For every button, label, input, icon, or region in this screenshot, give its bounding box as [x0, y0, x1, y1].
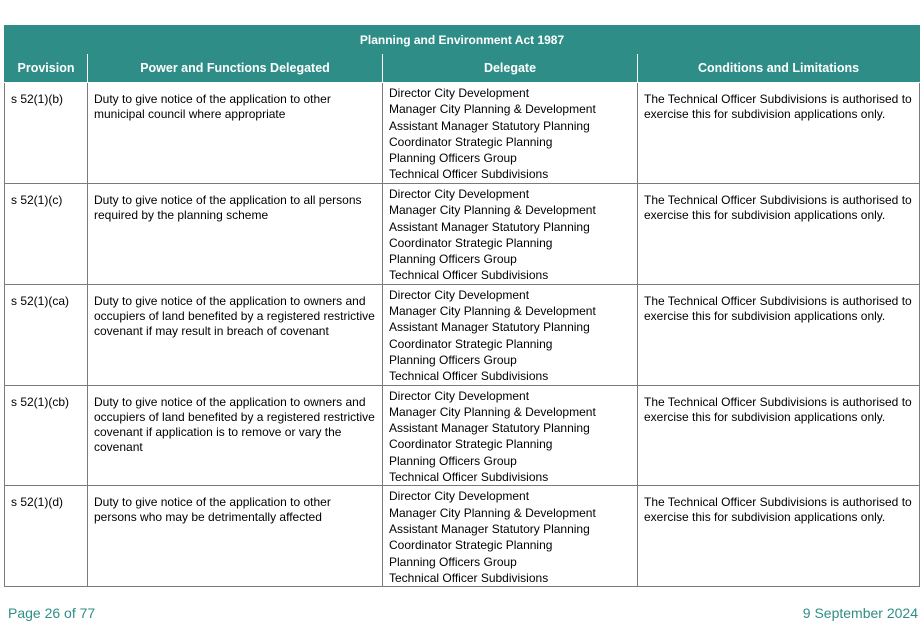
provision-cell: [5, 486, 88, 587]
delegate-list: [383, 486, 637, 586]
provision-text: s 52(1)(ca): [11, 293, 70, 308]
table-row: [5, 83, 920, 184]
table-title-row: [5, 26, 920, 54]
conditions-cell: [638, 385, 920, 486]
conditions-cell: [638, 284, 920, 385]
delegate-item: Manager City Planning & Development: [389, 505, 596, 520]
delegate-item: Coordinator Strategic Planning: [389, 235, 553, 250]
delegate-list: [383, 184, 637, 284]
provision-cell: [5, 284, 88, 385]
delegate-list: [383, 83, 637, 183]
power-cell: [88, 83, 383, 184]
delegate-item: Coordinator Strategic Planning: [389, 336, 553, 351]
delegate-item: Assistant Manager Statutory Planning: [389, 219, 590, 234]
power-cell: [88, 486, 383, 587]
header-conditions: Conditions and Limitations: [638, 54, 920, 83]
provision-text: s 52(1)(d): [11, 495, 64, 510]
table-header-row: [5, 54, 920, 83]
provision-text: s 52(1)(cb): [11, 394, 70, 409]
delegate-cell: [383, 83, 638, 184]
page-number: Page 26 of 77: [8, 605, 96, 621]
conditions-text: The Technical Officer Subdivisions is authorised to exercise this for subdivision applications only.: [644, 495, 912, 525]
conditions-cell: [638, 83, 920, 184]
delegate-list: [383, 285, 637, 385]
delegate-item: Director City Development: [389, 489, 530, 504]
delegate-item: Technical Officer Subdivisions: [389, 369, 549, 384]
delegate-item: Planning Officers Group: [389, 453, 517, 468]
table-row: [5, 486, 920, 587]
delegate-item: Manager City Planning & Development: [389, 304, 596, 319]
delegate-item: Assistant Manager Statutory Planning: [389, 521, 590, 536]
power-text: Duty to give notice of the application to owners and occupiers of land benefited by a registered restrictive covenant if application is to remove or vary the covenant: [94, 394, 375, 454]
delegate-cell: [383, 486, 638, 587]
delegate-item: Coordinator Strategic Planning: [389, 134, 553, 149]
conditions-text: The Technical Officer Subdivisions is authorised to exercise this for subdivision applications only.: [644, 293, 912, 323]
delegate-cell: [383, 385, 638, 486]
conditions-text: The Technical Officer Subdivisions is authorised to exercise this for subdivision applications only.: [644, 92, 912, 121]
power-text: Duty to give notice of the application to all persons required by the planning scheme: [94, 193, 362, 222]
delegate-item: Director City Development: [389, 388, 530, 403]
delegate-item: Manager City Planning & Development: [389, 203, 596, 218]
provision-text: s 52(1)(b): [11, 92, 64, 106]
power-text: Duty to give notice of the application to other persons who may be detrimentally affected: [94, 495, 331, 525]
delegate-item: Planning Officers Group: [389, 554, 517, 569]
header-power: Power and Functions Delegated: [88, 54, 383, 83]
table-row: [5, 184, 920, 285]
delegate-item: Coordinator Strategic Planning: [389, 437, 553, 452]
provision-cell: [5, 184, 88, 285]
provision-cell: [5, 385, 88, 486]
delegate-item: Technical Officer Subdivisions: [389, 570, 549, 585]
delegate-item: Coordinator Strategic Planning: [389, 538, 553, 553]
delegate-item: Planning Officers Group: [389, 252, 517, 267]
header-provision: Provision: [5, 54, 88, 83]
delegate-item: Planning Officers Group: [389, 151, 517, 166]
delegate-cell: [383, 284, 638, 385]
table-title: Planning and Environment Act 1987: [5, 26, 920, 54]
delegate-item: Technical Officer Subdivisions: [389, 268, 549, 283]
delegate-item: Director City Development: [389, 86, 530, 100]
header-delegate: Delegate: [383, 54, 638, 83]
delegate-item: Director City Development: [389, 287, 530, 302]
delegate-item: Assistant Manager Statutory Planning: [389, 118, 590, 133]
document-date: 9 September 2024: [802, 605, 918, 621]
delegate-item: Manager City Planning & Development: [389, 404, 596, 419]
table-row: [5, 284, 920, 385]
delegate-item: Assistant Manager Statutory Planning: [389, 320, 590, 335]
table-row: [5, 385, 920, 486]
delegate-item: Assistant Manager Statutory Planning: [389, 421, 590, 436]
delegate-item: Technical Officer Subdivisions: [389, 167, 549, 182]
delegate-item: Director City Development: [389, 187, 530, 201]
power-cell: [88, 184, 383, 285]
delegate-cell: [383, 184, 638, 285]
provision-text: s 52(1)(c): [11, 193, 63, 207]
delegate-list: [383, 386, 637, 486]
provision-cell: [5, 83, 88, 184]
delegate-item: Technical Officer Subdivisions: [389, 470, 549, 485]
conditions-text: The Technical Officer Subdivisions is authorised to exercise this for subdivision applications only.: [644, 394, 912, 424]
power-text: Duty to give notice of the application to owners and occupiers of land benefited by a registered restrictive covenant if may result in breach of covenant: [94, 293, 375, 338]
power-text: Duty to give notice of the application to other municipal council where appropriate: [94, 92, 331, 121]
power-cell: [88, 385, 383, 486]
delegate-item: Planning Officers Group: [389, 352, 517, 367]
conditions-cell: [638, 486, 920, 587]
conditions-cell: [638, 184, 920, 285]
power-cell: [88, 284, 383, 385]
delegate-item: Manager City Planning & Development: [389, 102, 596, 117]
delegation-table: [4, 25, 920, 587]
conditions-text: The Technical Officer Subdivisions is authorised to exercise this for subdivision applications only.: [644, 193, 912, 222]
